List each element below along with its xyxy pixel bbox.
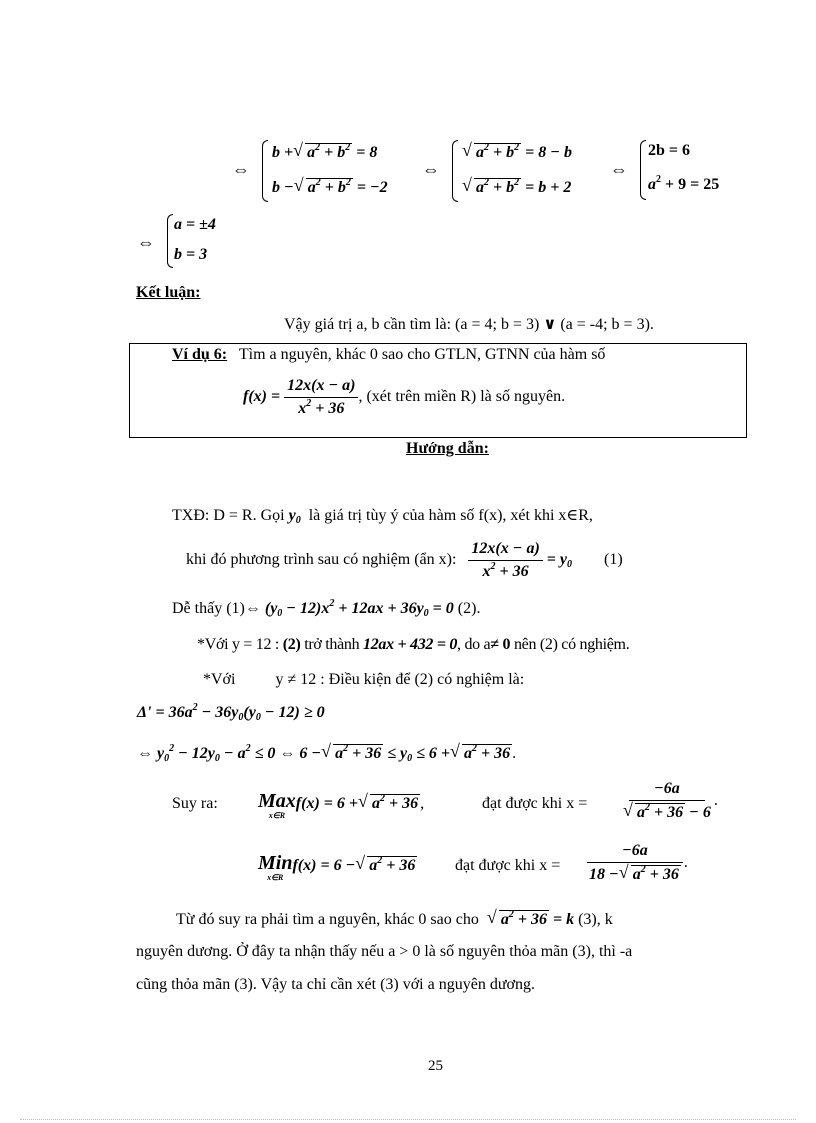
system-brace [452, 140, 458, 202]
system-2-row-2: √ $a^2 + b^2 = b + 2$ [462, 178, 571, 197]
guide-heading: Hướng dẫn: [406, 440, 489, 457]
suy-ra-label: Suy ra: [172, 795, 218, 812]
system-brace [262, 140, 268, 202]
page-number: 25 [428, 1058, 443, 1074]
system-3-row-2: $a^2 + 9 = 25$ [648, 174, 720, 193]
max-line: Max x∈R f(x) = 6 +√ $a^2 + 36$ , [258, 790, 424, 820]
bound-inequality: ⇔ $y_0^2 - 12y_0 - a^2 \le 0$ ⇔ 6 −√ $a^2 + 36 \le y_0 \le 6$ +√ $a^2 + 36$ . [137, 744, 516, 763]
example-statement: Ví dụ 6: Tìm a nguyên, khác 0 sao cho GTLN, GTNN của hàm số [172, 346, 606, 363]
discriminant-inequality: $\Delta' = 36a^2 - 36y_0(y_0 - 12) \ge 0$ [137, 702, 325, 723]
equivalence-arrow: ⇔ [137, 232, 155, 252]
domain-line: TXĐ: D = R. Gọi $y_0$ là giá trị tùy ý của hàm số f(x), xét khi x∈R, [172, 507, 593, 526]
min-attained-fraction: $\frac{-6a}{18 -√ a^2 + 36}$ . [586, 842, 688, 884]
max-attained-text: đạt được khi x = [482, 795, 588, 812]
min-attained-text: đạt được khi x = [455, 857, 561, 874]
system-1-row-1: b +√ $a^2 + b^2 = 8$ [272, 143, 377, 162]
conclusion-heading: Kết luận: [136, 284, 201, 301]
paragraph-line-3: cũng thỏa mãn (3). Vậy ta chỉ cần xét (3) với a nguyên dương. [136, 976, 535, 993]
equivalence-arrow: ⇔ [610, 159, 628, 179]
easy-to-see-line: Dễ thấy (1)⇔ $(y_0 - 12)x^2 + 12ax + 36y_0 = 0$ (2). [172, 598, 481, 619]
case-1-line: *Với y = 12 : (2) trở thành 12ax + 432 = 0, do a≠ 0 nên (2) có nghiệm. [197, 636, 630, 653]
system-brace [640, 140, 646, 200]
case-2-line: *Với y ≠ 12 : Điều kiện để (2) có nghiệm là: [203, 671, 525, 688]
equivalence-arrow: ⇔ [422, 159, 440, 179]
system-2-row-1: √ $a^2 + b^2 = 8 - b$ [462, 143, 572, 162]
conclusion-text: Vậy giá trị a, b cần tìm là: (a = 4; b = 3) ∨ (a = -4; b = 3). [284, 316, 654, 333]
system-brace [167, 214, 173, 268]
paragraph-line-2: nguyên dương. Ở đây ta nhận thấy nếu a > 0 là số nguyên thỏa mãn (3), thì -a [136, 943, 633, 960]
footer-divider [20, 1119, 796, 1120]
system-4-row-1: a = ±4 [174, 216, 216, 233]
system-1-row-2: b −√ $a^2 + b^2 = -2$ [272, 178, 388, 197]
system-4-row-2: b = 3 [174, 246, 208, 263]
max-attained-fraction: −6a √ $a^2 + 36 - 6$ . [620, 780, 718, 822]
equation-1-line: khi đó phương trình sau có nghiệm (ẩn x): $\frac{12x(x - a)}{x^2 + 36}$ = $y_0$ (1) [186, 540, 623, 580]
system-3-row-1: 2b = 6 [648, 142, 691, 159]
paragraph-line-1: Từ đó suy ra phải tìm a nguyên, khác 0 sao cho √ $a^2 + 36 = k$ (3), k [176, 910, 613, 929]
example-function: f(x) = $\frac{12x(x - a)}{x^2 + 36}$ , (xét trên miền R) là số nguyên. [243, 377, 566, 417]
equivalence-arrow: ⇔ [232, 159, 250, 179]
min-line: Min x∈R f(x) = 6 −√ $a^2 + 36$ [258, 852, 417, 882]
